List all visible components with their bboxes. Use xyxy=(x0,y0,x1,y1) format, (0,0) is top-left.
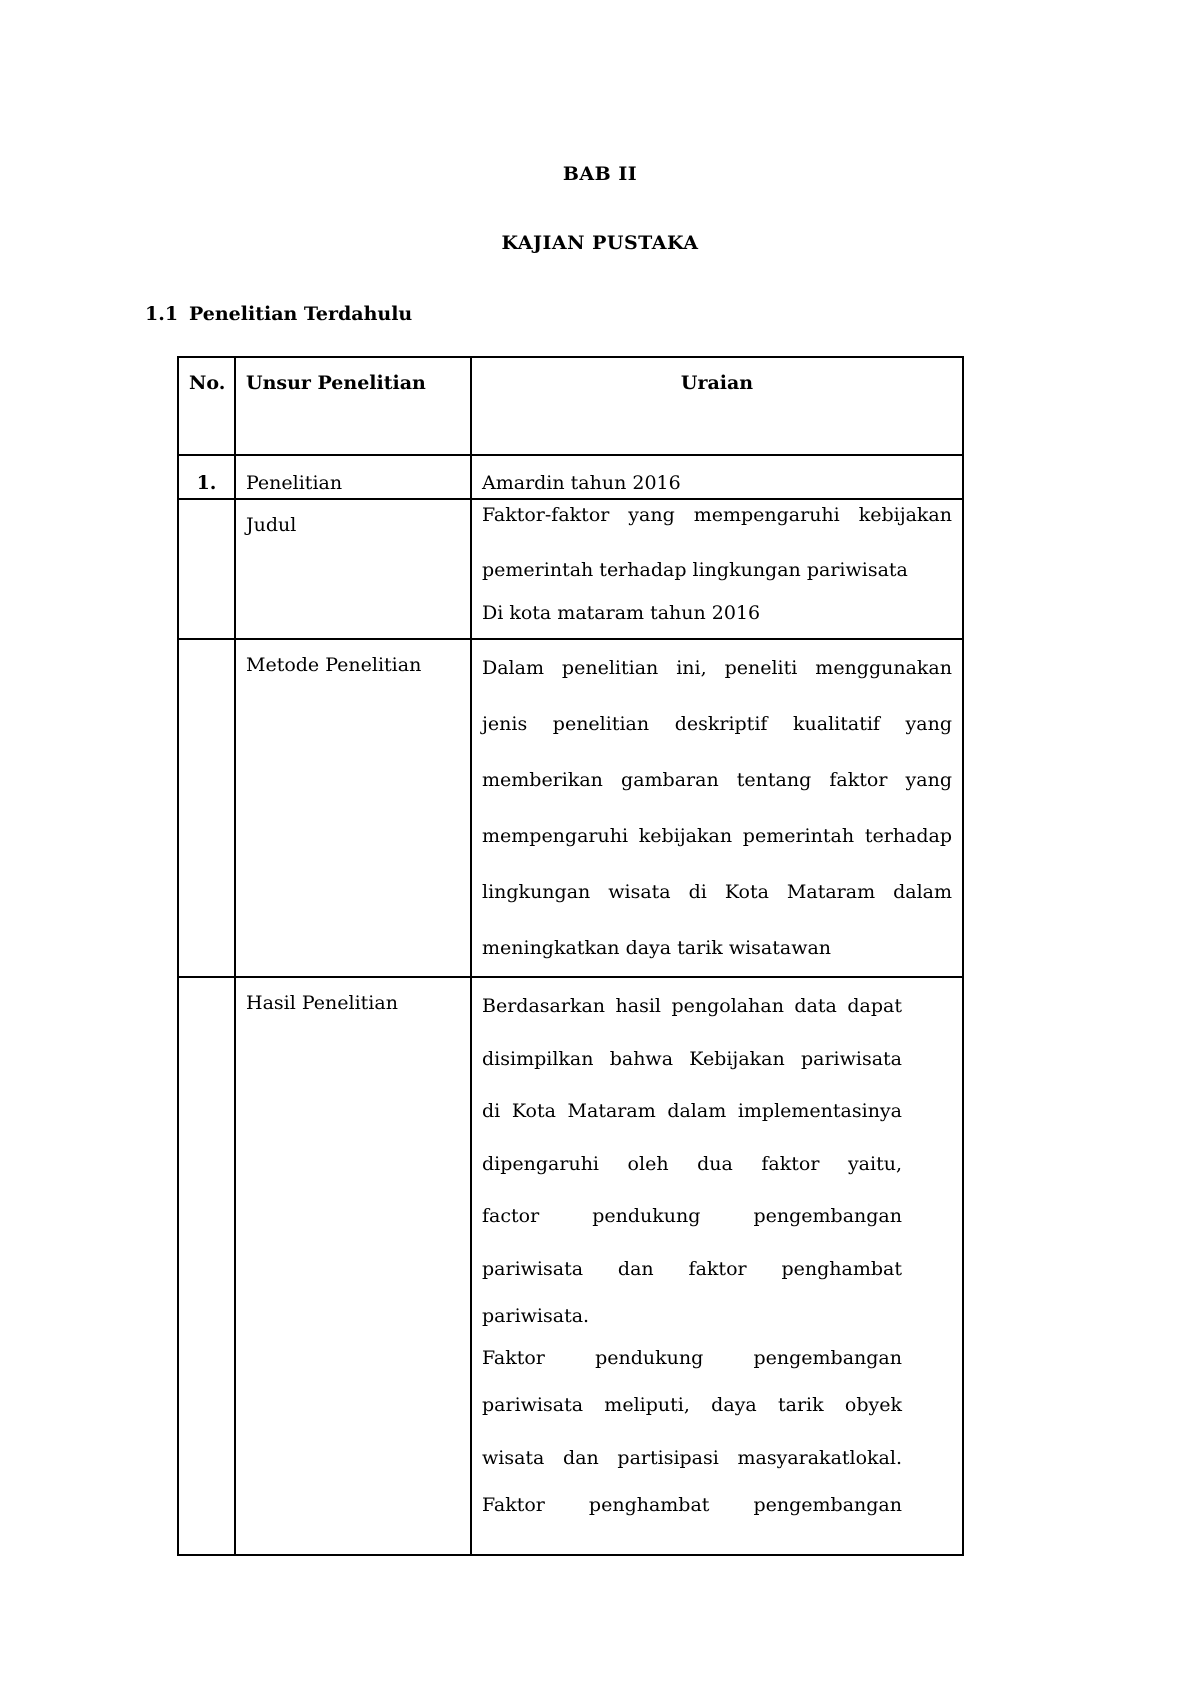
table-row xyxy=(178,499,963,639)
row-label-hasil: Hasil Penelitian xyxy=(235,977,471,1555)
row-value-penelitian: Amardin tahun 2016 xyxy=(471,455,963,499)
section-number: 1.1 xyxy=(145,303,179,325)
empty-no-cell xyxy=(178,639,235,977)
table-row xyxy=(178,455,963,499)
hasil-line: factor pendukung pengembangan xyxy=(482,1205,902,1227)
hasil-line: Faktor penghambat pengembangan xyxy=(482,1494,902,1516)
empty-no-cell xyxy=(178,977,235,1555)
hasil-line: pariwisata meliputi, daya tarik obyek xyxy=(482,1394,902,1416)
hasil-line: Faktor pendukung pengembangan xyxy=(482,1347,902,1369)
judul-line: Faktor-faktor yang mempengaruhi kebijakan xyxy=(482,504,952,526)
header-no: No. xyxy=(178,357,235,455)
judul-line: pemerintah terhadap lingkungan pariwisata xyxy=(482,559,908,581)
row-label-penelitian: Penelitian xyxy=(235,455,471,499)
row-value-judul xyxy=(471,499,963,639)
metode-line: jenis penelitian deskriptif kualitatif yang xyxy=(482,713,952,735)
hasil-line: wisata dan partisipasi masyarakatlokal. xyxy=(482,1446,902,1469)
hasil-line: Berdasarkan hasil pengolahan data dapat xyxy=(482,995,902,1017)
table-row xyxy=(178,977,963,1555)
metode-line: meningkatkan daya tarik wisatawan xyxy=(482,937,832,959)
hasil-line: dipengaruhi oleh dua faktor yaitu, xyxy=(482,1152,902,1175)
row-number: 1. xyxy=(178,455,235,499)
row-label-metode: Metode Penelitian xyxy=(235,639,471,977)
chapter-title: KAJIAN PUSTAKA xyxy=(501,232,699,254)
row-value-metode xyxy=(471,639,963,977)
empty-no-cell xyxy=(178,499,235,639)
hasil-line: pariwisata dan faktor penghambat xyxy=(482,1257,902,1280)
section-heading xyxy=(145,303,412,325)
table-header-row xyxy=(178,357,963,455)
hasil-line: di Kota Mataram dalam implementasinya xyxy=(482,1100,902,1122)
research-table xyxy=(177,356,964,1556)
header-unsur: Unsur Penelitian xyxy=(235,357,471,455)
hasil-line: pariwisata. xyxy=(482,1305,590,1327)
row-value-hasil xyxy=(471,977,963,1555)
row-label-judul: Judul xyxy=(235,499,471,639)
chapter-label: BAB II xyxy=(562,163,638,185)
section-title: Penelitian Terdahulu xyxy=(189,303,413,325)
header-uraian: Uraian xyxy=(471,357,963,455)
metode-line: mempengaruhi kebijakan pemerintah terhadap xyxy=(482,825,952,847)
judul-line: Di kota mataram tahun 2016 xyxy=(482,602,761,624)
table-row xyxy=(178,639,963,977)
hasil-line: disimpilkan bahwa Kebijakan pariwisata xyxy=(482,1047,902,1070)
metode-line: memberikan gambaran tentang faktor yang xyxy=(482,769,952,791)
metode-line: Dalam penelitian ini, peneliti menggunakan xyxy=(482,657,952,679)
metode-line: lingkungan wisata di Kota Mataram dalam xyxy=(482,881,952,903)
